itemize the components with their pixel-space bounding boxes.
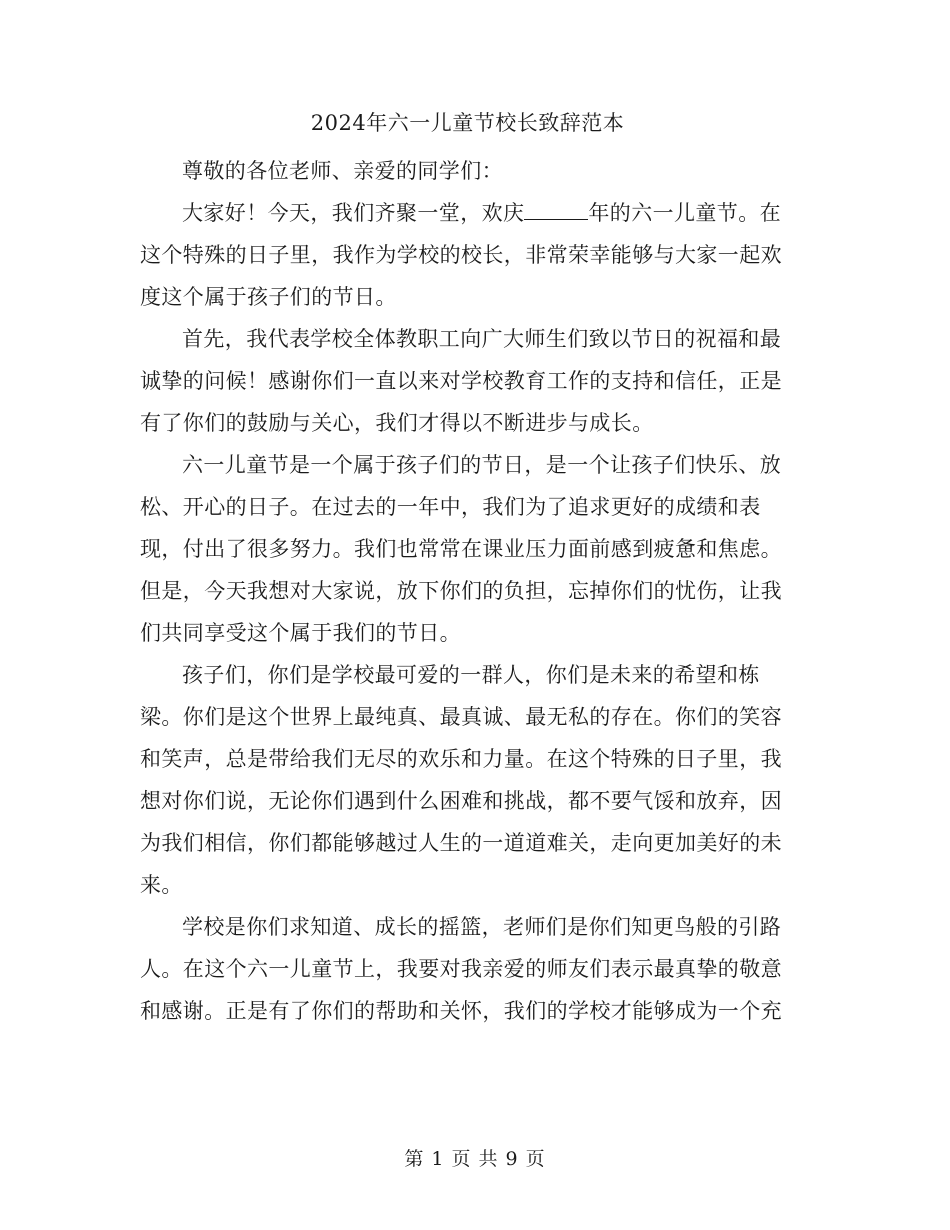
document-body [140, 150, 795, 1032]
fill-in-blank [524, 199, 588, 220]
paragraph-5: 学校是你们求知道、成长的摇篮，老师们是你们知更鸟般的引路人。在这个六一儿童节上，我要对我亲爱的师友们表示最真挚的敬意和感谢。正是有了你们的帮助和关怀，我们的学校才能够成为一个充 [140, 915, 782, 1023]
paragraph-1 [140, 192, 795, 318]
paragraph-2: 首先，我代表学校全体教职工向广大师生们致以节日的祝福和最诚挚的问候！感谢你们一直以来对学校教育工作的支持和信任，正是有了你们的鼓励与关心，我们才得以不断进步与成长。 [140, 327, 782, 435]
document-title: 2024年六一儿童节校长致辞范本 [310, 111, 625, 135]
paragraph-4: 孩子们，你们是学校最可爱的一群人，你们是未来的希望和栋梁。你们是这个世界上最纯真、最真诚、最无私的存在。你们的笑容和笑声，总是带给我们无尽的欢乐和力量。在这个特殊的日子里，我想对你们说，无论你们遇到什么困难和挑战，都不要气馁和放弃，因为我们相信，你们都能够越过人生的一道道难关，走向更加美好的未来。 [140, 663, 782, 897]
salutation: 尊敬的各位老师、亲爱的同学们： [182, 159, 503, 183]
paragraph-3: 六一儿童节是一个属于孩子们的节日，是一个让孩子们快乐、放松、开心的日子。在过去的一年中，我们为了追求更好的成绩和表现，付出了很多努力。我们也常常在课业压力面前感到疲惫和焦虑。但是，今天我想对大家说，放下你们的负担，忘掉你们的忧伤，让我们共同享受这个属于我们的节日。 [140, 453, 782, 645]
page-number-footer: 第 1 页 共 9 页 [404, 1148, 546, 1170]
paragraph-1-part-b: 年的六一儿童节。在这个特殊的日子里，我作为学校的校长，非常荣幸能够与大家一起欢度这个属于孩子们的节日。 [140, 201, 782, 309]
paragraph-1-part-a: 大家好！今天，我们齐聚一堂，欢庆 [182, 201, 525, 225]
